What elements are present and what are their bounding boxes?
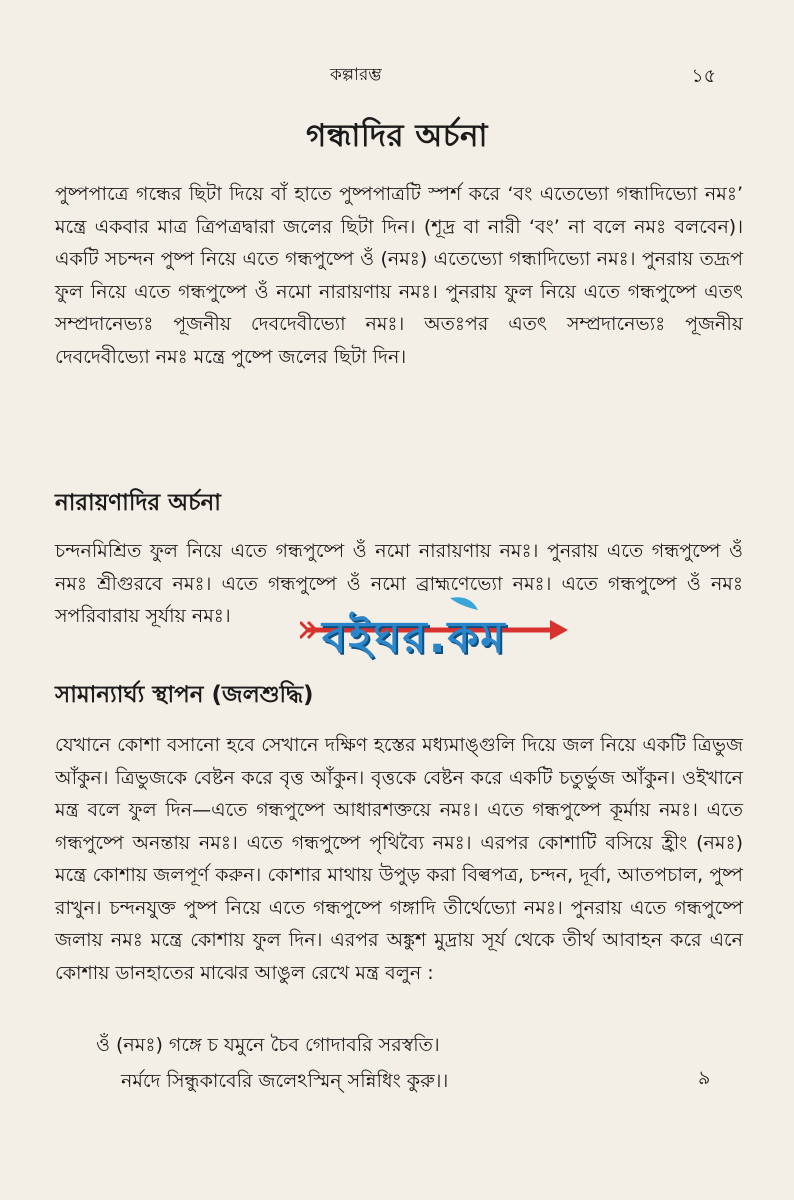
paragraph-samanyarghya: যেখানে কোশা বসানো হবে সেখানে দক্ষিণ হস্তের মধ্যমাঙ্গুলি দিয়ে জল নিয়ে একটি ত্রিভুজ আঁকুন। ত্রিভুজকে বেষ্টন করে বৃত্ত আঁকুন। বৃত্তকে বেষ্টন করে একটি চতুর্ভুজ আঁকুন। ওইখানে মন্ত্র বলে ফুল দিন—এতে গন্ধপুষ্পে আধারশক্তয়ে নমঃ। এতে গন্ধপুষ্পে কূর্মায় নমঃ। এতে গন্ধপুষ্পে অনন্তায় নমঃ। এতে গন্ধপুষ্পে পৃথিব্যৈ নমঃ। এরপর কোশাটি বসিয়ে হ্রীং (নমঃ) মন্ত্রে কোশায় জলপূর্ণ করুন। কোশার মাথায় উপুড় করা বিল্বপত্র, চন্দন, দূর্বা, আতপচাল, পুষ্প রাখুন। চন্দনযুক্ত পুষ্প নিয়ে এতে গন্ধপুষ্পে গঙ্গাদি তীর্থেভ্যো নমঃ। পুনরায় এতে গন্ধপুষ্পে জলায় নমঃ মন্ত্রে কোশায় ফুল দিন। এরপর অঙ্কুশ মুদ্রায় সূর্য থেকে তীর্থ আবাহন করে এনে কোশায় ডানহাতের মাঝের আঙুল রেখে মন্ত্র বলুন : — [55, 734, 743, 984]
running-head — [0, 62, 794, 86]
watermark-text: বইঘর.কম — [322, 612, 507, 663]
mantra-line-1: ওঁ (নমঃ) গঙ্গে চ যমুনে চৈব গোদাবরি সরস্বতি। — [96, 1034, 440, 1056]
mantra-number: ৯ — [698, 1067, 711, 1089]
heading-samanyarghya: সামান্যার্ঘ্য স্থাপন (জলশুদ্ধি) — [55, 682, 314, 708]
page-title: গন্ধাদির অর্চনা — [306, 118, 488, 154]
running-title: কল্পারম্ভ — [330, 65, 382, 85]
paragraph-narayanadi: চন্দনমিশ্রিত ফুল নিয়ে এতে গন্ধপুষ্পে ওঁ নমো নারায়ণায় নমঃ। পুনরায় এতে গন্ধপুষ্পে ওঁ নমঃ শ্রীগুরবে নমঃ। এতে গন্ধপুষ্পে ওঁ নমো ব্রাহ্মণেভ্যো নমঃ। এতে গন্ধপুষ্পে ওঁ নমঃ সপরিবারায় সূর্যায় নমঃ। — [55, 540, 743, 627]
watermark-logo — [300, 592, 570, 672]
page-number: ১৫ — [691, 65, 716, 87]
mantra-line-2: নর্মদে সিন্ধুকাবেরি জলেঽস্মিন্ সন্নিধিং কুরু।। — [121, 1070, 449, 1092]
paragraph-gandhadi: পুষ্পপাত্রে গন্ধের ছিটা দিয়ে বাঁ হাতে পুষ্পপাত্রটি স্পর্শ করে ‘বং এতেভ্যো গন্ধাদিভ্যো নমঃ’ মন্ত্রে একবার মাত্র ত্রিপত্রদ্বারা জলের ছিটা দিন। (শূদ্র বা নারী ‘বং’ না বলে নমঃ বলবেন)। একটি সচন্দন পুষ্প নিয়ে এতে গন্ধপুষ্পে ওঁ (নমঃ) এতেভ্যো গন্ধাদিভ্যো নমঃ। পুনরায় তদ্রূপ ফুল নিয়ে এতে গন্ধপুষ্পে ওঁ নমো নারায়ণায় নমঃ। পুনরায় ফুল নিয়ে এতে গন্ধপুষ্পে এতৎ সম্প্রদানেভ্যঃ পূজনীয় দেবদেবীভ্যো নমঃ। অতঃপর এতৎ সম্প্রদানেভ্যঃ পূজনীয় দেবদেবীভ্যো নমঃ মন্ত্রে পুষ্পে জলের ছিটা দিন। — [55, 183, 743, 368]
heading-narayanadi: নারায়ণাদির অর্চনা — [55, 490, 221, 516]
